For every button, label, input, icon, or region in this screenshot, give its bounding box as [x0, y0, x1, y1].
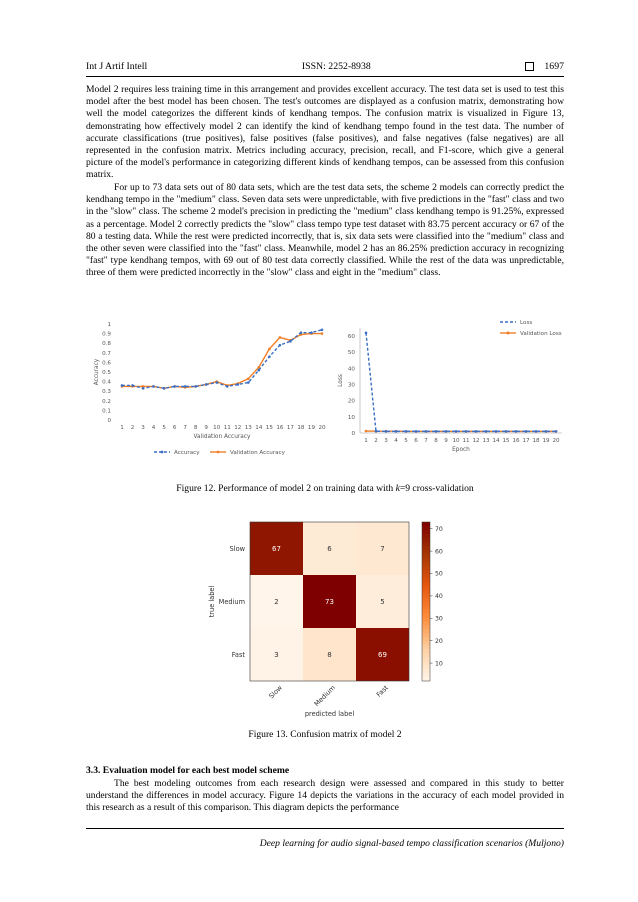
data-point — [445, 430, 448, 433]
data-point — [435, 430, 438, 433]
data-point — [205, 383, 208, 386]
data-point — [163, 387, 166, 390]
colorbar-segment — [422, 629, 430, 633]
x-tick-label: 2 — [374, 438, 378, 444]
colorbar-segment — [422, 546, 430, 550]
data-point — [215, 381, 218, 384]
data-point — [268, 348, 271, 351]
data-point — [555, 430, 558, 433]
x-tick-label: 4 — [394, 438, 398, 444]
data-point — [505, 430, 508, 433]
loss-plot-area — [338, 320, 562, 453]
data-point — [289, 340, 292, 343]
data-point — [173, 385, 176, 388]
y-axis-label: Loss — [338, 374, 344, 387]
y-tick-label: 0.5 — [102, 370, 111, 376]
data-point — [375, 430, 378, 433]
colorbar-tick-label: 50 — [435, 570, 443, 578]
colorbar-segment — [422, 673, 430, 677]
colorbar-segment — [422, 609, 430, 613]
colorbar-segment — [422, 605, 430, 609]
y-tick-label: 0.2 — [102, 398, 111, 405]
data-point — [545, 430, 548, 433]
colorbar-segment — [422, 538, 430, 542]
colorbar-tick-label: 30 — [435, 615, 443, 623]
x-tick-label: 6 — [414, 438, 418, 444]
data-point — [142, 387, 145, 390]
x-axis-label: Epoch — [452, 447, 470, 453]
colorbar-segment — [422, 522, 430, 526]
cell-value: 7 — [380, 545, 385, 553]
row-label: Slow — [229, 545, 245, 553]
x-tick-label: 13 — [482, 438, 490, 444]
cell-value: 69 — [378, 651, 387, 659]
x-tick-label: 17 — [286, 425, 294, 431]
y-tick-label: 0.4 — [102, 379, 111, 386]
data-point — [415, 430, 418, 433]
x-tick-label: 5 — [162, 425, 166, 431]
data-point — [321, 332, 324, 335]
footer-rule — [86, 828, 564, 829]
data-point — [405, 430, 408, 433]
colorbar-segment — [422, 657, 430, 661]
page-header — [86, 61, 564, 72]
x-tick-label: 3 — [141, 425, 145, 431]
colorbar-segment — [422, 598, 430, 602]
page-number: 1697 — [544, 61, 564, 72]
x-tick-label: 11 — [223, 425, 231, 431]
colorbar-segment — [422, 602, 430, 606]
x-tick-label: 16 — [276, 425, 284, 431]
cell-value: 5 — [380, 598, 385, 606]
x-tick-label: 10 — [452, 438, 460, 444]
y-tick-label: 10 — [347, 414, 355, 421]
colorbar-segment — [422, 665, 430, 669]
paragraph-3: The best modeling outcomes from each research design were assessed and compared in this study to better understand the differences in model accuracy. Figure 14 depicts the variations in the accuracy of each model provided in this research as a result of this comparison. This diagram depicts the performance — [86, 778, 564, 814]
legend-label: Accuracy — [174, 450, 200, 456]
series-line — [366, 333, 556, 432]
y-axis-label: Accuracy — [94, 358, 100, 386]
x-tick-label: 18 — [297, 425, 305, 431]
row-label: Medium — [218, 598, 245, 606]
colorbar-tick-label: 40 — [435, 593, 443, 601]
col-label: Medium — [312, 683, 337, 709]
x-tick-label: 2 — [130, 425, 135, 431]
colorbar-segment — [422, 637, 430, 641]
colorbar-tick-label: 70 — [435, 525, 443, 533]
x-tick-label: 7 — [183, 425, 187, 431]
y-tick-label: 0 — [107, 418, 111, 424]
y-tick-label: 0 — [351, 431, 355, 437]
colorbar-segment — [422, 621, 430, 625]
y-tick-label: 0.1 — [102, 408, 111, 415]
data-point — [194, 385, 197, 388]
journal-name: Int J Artif Intell — [86, 61, 148, 72]
data-point — [385, 430, 388, 433]
x-tick-label: 20 — [552, 438, 560, 444]
legend-marker — [507, 332, 510, 335]
x-tick-label: 14 — [255, 425, 263, 431]
figure-12-caption: Figure 12. Performance of model 2 on training data with k=9 cross-validation — [176, 483, 474, 494]
colorbar-segment — [422, 633, 430, 637]
x-axis-label: Validation Accuracy — [193, 434, 251, 440]
y-tick-label: 0.3 — [102, 389, 111, 396]
x-tick-label: 14 — [492, 438, 500, 444]
y-tick-label: 40 — [347, 366, 355, 373]
legend-marker — [161, 451, 164, 454]
colorbar-segment — [422, 582, 430, 586]
colorbar-segment — [422, 574, 430, 578]
y-tick-label: 0.8 — [102, 341, 111, 348]
x-tick-label: 16 — [512, 438, 520, 444]
data-point — [515, 430, 518, 433]
data-point — [279, 344, 282, 347]
colorbar-segment — [422, 613, 430, 617]
colorbar-segment — [422, 590, 430, 594]
x-tick-label: 8 — [193, 425, 198, 431]
data-point — [465, 430, 468, 433]
colorbar-tick-label: 60 — [435, 548, 443, 556]
section-title: 3.3. Evaluation model for each best model scheme — [86, 765, 290, 776]
legend-label: Validation Accuracy — [230, 450, 285, 456]
x-tick-label: 12 — [234, 425, 242, 431]
square-icon — [525, 62, 534, 71]
x-axis-label: predicted label — [304, 710, 355, 718]
cell-value: 2 — [274, 598, 279, 606]
colorbar-segment — [422, 534, 430, 538]
colorbar-segment — [422, 669, 430, 673]
colorbar-segment — [422, 562, 430, 566]
x-tick-label: 8 — [434, 438, 438, 444]
legend-marker — [217, 451, 220, 454]
cell-value: 8 — [327, 651, 332, 659]
x-tick-label: 9 — [444, 438, 448, 444]
confusion-matrix-plot — [208, 522, 443, 718]
y-axis-label: true label — [208, 585, 216, 618]
data-point — [247, 377, 250, 380]
data-point — [152, 385, 155, 388]
cell-value: 6 — [327, 545, 332, 553]
cell-value: 73 — [325, 598, 334, 606]
colorbar-segment — [422, 578, 430, 582]
data-point — [226, 385, 229, 388]
colorbar-segment — [422, 625, 430, 629]
colorbar-segment — [422, 554, 430, 558]
series-line — [122, 330, 322, 389]
x-tick-label: 9 — [204, 425, 208, 431]
x-tick-label: 7 — [424, 438, 428, 444]
x-tick-label: 1 — [364, 438, 368, 444]
legend-label: Loss — [520, 320, 533, 326]
colorbar-segment — [422, 645, 430, 649]
data-point — [485, 430, 488, 433]
y-tick-label: 60 — [347, 334, 355, 341]
paragraph-1: Model 2 requires less training time in this arrangement and provides excellent accuracy. The test data set is used to test this model after the best model has been chosen. The test's outcomes are displayed as a confusion matrix, demonstrating how well the model categorizes the different kinds of kendhang tempos. The confusion matrix is visualized in Figure 13, demonstrating how effectively model 2 can identify the kind of kendhang tempo found in the test data. The number of accurate classifications (true positives), false positives (false positives), and false negatives (false negatives) are all represented in the confusion matrix. Metrics including accuracy, precision, recall, and F1-score, which give a general picture of the model's performance in categorizing different kinds of kendhang tempos, can be assessed from this confusion matrix. — [86, 84, 564, 181]
x-tick-label: 1 — [120, 425, 124, 431]
y-tick-label: 30 — [347, 382, 355, 389]
y-tick-label: 20 — [347, 398, 355, 405]
x-tick-label: 3 — [384, 438, 388, 444]
data-point — [247, 381, 250, 384]
data-point — [475, 430, 478, 433]
colorbar-segment — [422, 526, 430, 530]
data-point — [268, 355, 271, 358]
loss-chart — [336, 314, 568, 460]
colorbar-segment — [422, 594, 430, 598]
colorbar-segment — [422, 649, 430, 653]
x-tick-label: 19 — [307, 425, 316, 431]
y-tick-label: 0.6 — [102, 360, 111, 367]
x-tick-label: 15 — [265, 425, 273, 431]
colorbar-segment — [422, 677, 430, 681]
colorbar-segment — [422, 641, 430, 645]
x-tick-label: 11 — [462, 438, 470, 444]
data-point — [455, 430, 458, 433]
colorbar-tick-label: 20 — [435, 637, 443, 645]
data-point — [535, 430, 538, 433]
header-rule — [86, 76, 564, 77]
y-tick-label: 50 — [347, 350, 355, 357]
y-tick-label: 0.7 — [102, 350, 111, 357]
x-tick-label: 5 — [404, 438, 408, 444]
x-tick-label: 17 — [522, 438, 530, 444]
data-point — [525, 430, 528, 433]
data-point — [236, 383, 239, 386]
x-tick-label: 18 — [532, 438, 540, 444]
data-point — [184, 385, 187, 388]
colorbar-segment — [422, 558, 430, 562]
colorbar-segment — [422, 617, 430, 621]
col-label: Slow — [267, 683, 284, 701]
data-point — [365, 332, 368, 335]
cell-value: 3 — [274, 651, 279, 659]
colorbar-segment — [422, 530, 430, 534]
data-point — [310, 331, 313, 334]
data-point — [258, 369, 261, 372]
x-tick-label: 12 — [472, 438, 480, 444]
colorbar-segment — [422, 550, 430, 554]
accuracy-chart — [86, 314, 336, 460]
colorbar-segment — [422, 653, 430, 657]
colorbar-segment — [422, 661, 430, 665]
x-tick-label: 15 — [502, 438, 510, 444]
data-point — [121, 384, 124, 387]
page-footer: Deep learning for audio signal-based tempo classification scenarios (Muljono) — [259, 838, 564, 849]
y-tick-label: 1 — [107, 322, 111, 328]
cell-value: 67 — [272, 545, 281, 553]
data-point — [300, 331, 303, 334]
x-tick-label: 13 — [244, 425, 252, 431]
data-point — [495, 430, 498, 433]
colorbar-segment — [422, 566, 430, 570]
series-line — [122, 334, 322, 389]
colorbar-segment — [422, 542, 430, 546]
y-tick-label: 0.9 — [102, 331, 111, 338]
row-label: Fast — [231, 651, 245, 659]
data-point — [279, 336, 282, 339]
colorbar-tick-label: 10 — [435, 660, 443, 668]
x-tick-label: 20 — [318, 425, 326, 431]
paragraph-2: For up to 73 data sets out of 80 data sets, which are the test data sets, the scheme 2 models can correctly predict the kendhang tempo in the "medium" class. Seven data sets were unpredictable, with five predictions in the "fast" class and two in the "slow" class. The scheme 2 model's precision in predicting the "medium" class kendhang tempo is 91.25%, expressed as a percentage. Model 2 correctly predicts the "slow" class tempo type test dataset with 83.75 percent accuracy or 67 of the 80 a testing data. While the rest were predicted incorrectly, that is, six data sets were classified into the "medium" class and the other seven were classified into the "fast" class. Meanwhile, model 2 has an 86.25% prediction accuracy in recognizing "fast" type kendhang tempos, with 69 out of 80 test data correctly classified. While the rest of the data was unpredictable, three of them were predicted incorrectly in the "slow" class and eight in the "medium" class. — [86, 182, 564, 279]
data-point — [365, 430, 368, 433]
colorbar-segment — [422, 586, 430, 590]
x-tick-label: 4 — [151, 425, 156, 431]
issn: ISSN: 2252-8938 — [301, 61, 371, 72]
accuracy-plot-area — [94, 322, 326, 456]
figure-13-caption: Figure 13. Confusion matrix of model 2 — [248, 729, 402, 740]
x-tick-label: 19 — [542, 438, 550, 444]
x-tick-label: 6 — [172, 425, 177, 431]
data-point — [131, 384, 134, 387]
confusion-matrix — [200, 514, 470, 720]
legend-label: Validation Loss — [520, 331, 562, 337]
col-label: Fast — [374, 683, 390, 699]
x-tick-label: 10 — [213, 425, 221, 431]
data-point — [321, 328, 324, 331]
data-point — [395, 430, 398, 433]
data-point — [425, 430, 428, 433]
colorbar-segment — [422, 570, 430, 574]
